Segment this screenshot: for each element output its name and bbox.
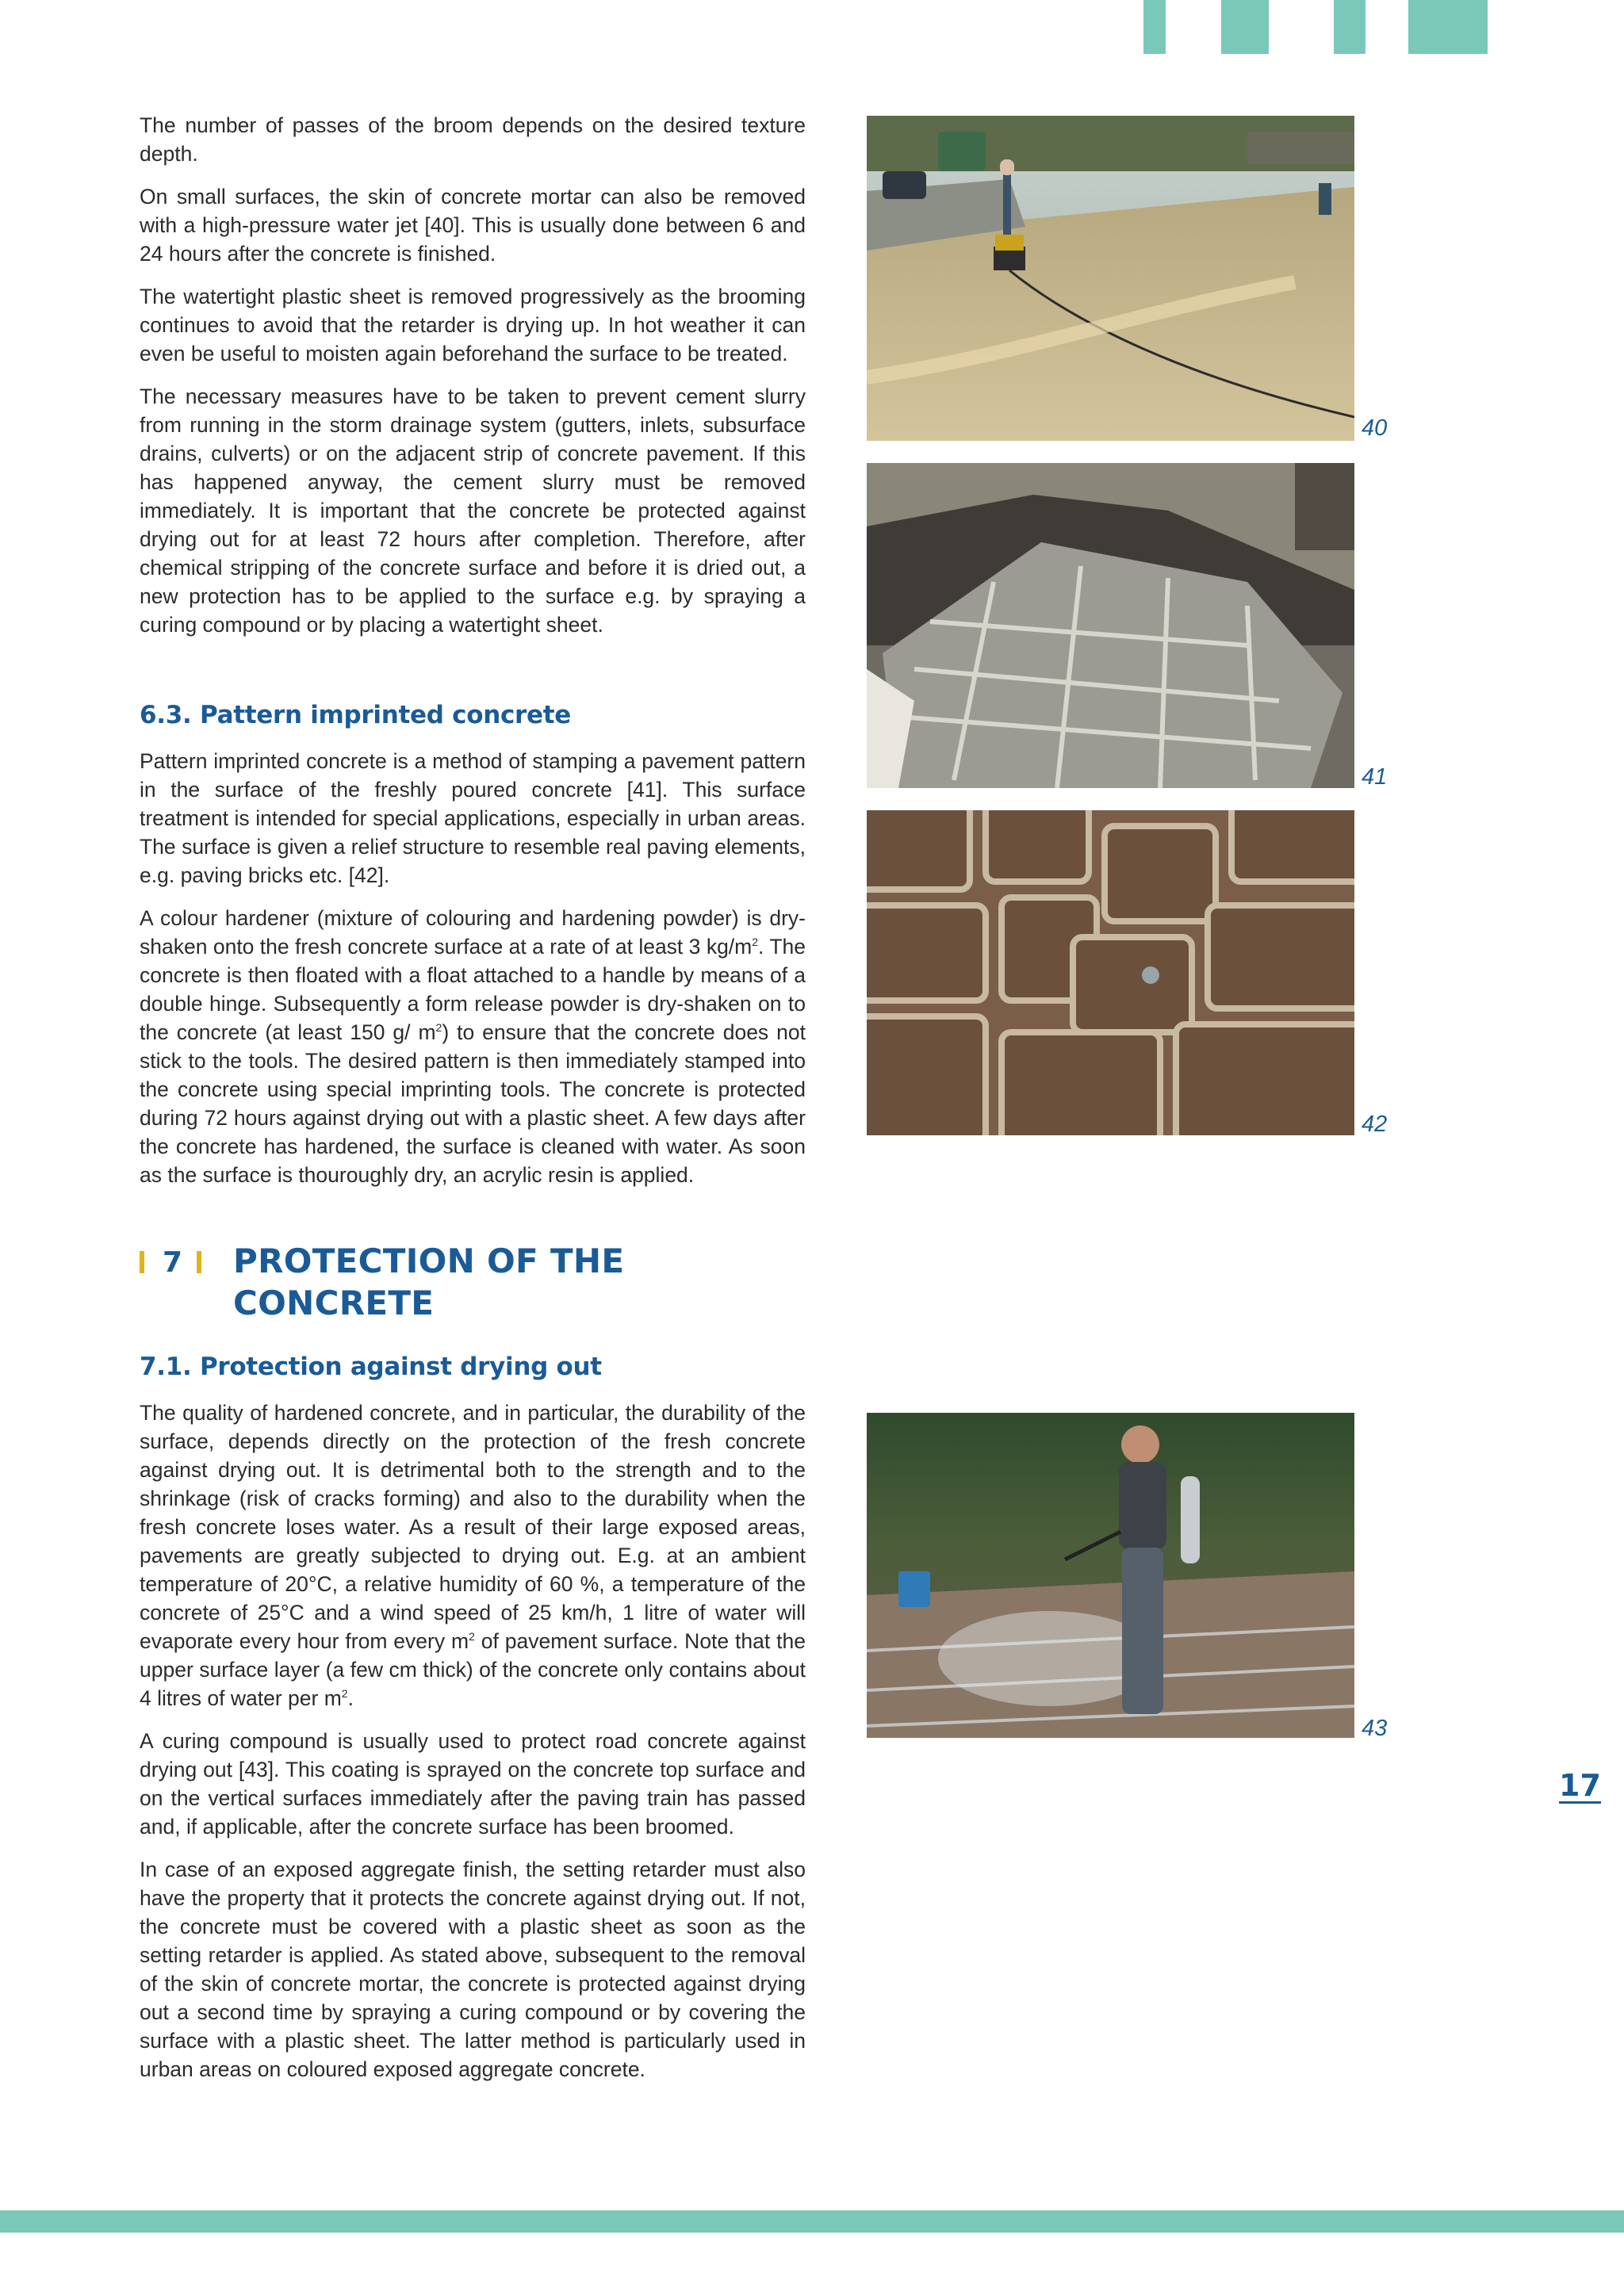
figure-caption-41: 41 [1362,764,1388,790]
photo-imprinted-pattern-image [867,810,1354,1135]
photo-water-jet-road-image [867,116,1354,441]
paragraph-pattern-imprinted: Pattern imprinted concrete is a method of stamping a pavement pattern in the surface of the freshly poured concrete [41]. This surface treatment is intended for special applications, especially in urban areas. The surface is given a relief structure to resemble real paving elements, e.g. paving bricks etc. [42]. [140,749,806,887]
hardened-concrete-text-a: The quality of hardened concrete, and in particular, the durability of the surface, depends directly on the protection of the fresh concrete against drying out. It is detrimental both to the strength and to the shrinkage (risk of cracks forming) and also to the durability when the fresh concrete loses water. As a result of their large exposed areas, pavements are greatly subjected to drying out. E.g. at an ambient temperature of 20°C, a relative humidity of 60 %, a temperature of the concrete of 25°C and a wind speed of 25 km/h, 1 litre of water will evaporate every hour from every m [140,1401,806,1653]
top-tab-1 [1143,0,1166,54]
photo-imprinting-tool-image [867,463,1354,788]
paragraph-exposed-aggregate: In case of an exposed aggregate finish, the setting retarder must also have the property that it protects the concrete against drying out. If not, the concrete must be covered with a plastic sheet as soon as the setting retarder is applied. As stated above, subsequent to the removal of the skin of concrete mortar, the concrete is protected against drying out a second time by spraying a curing compound or by covering the surface with a plastic sheet. The latter method is particularly used in urban areas on coloured exposed aggregate concrete. [140,1858,806,2081]
superscript-squared: 2 [341,1687,348,1701]
colour-hardener-text-a: A colour hardener (mixture of colouring and hardening powder) is dry-shaken onto the fresh concrete surface at a rate of at least 3 kg/m [140,906,806,959]
hardened-concrete-text-b: of pavement surface. Note that the upper surface layer (a few cm thick) of the concrete only contains about 4 litres of water per m [140,1629,806,1710]
chapter-number: 7 [163,1246,183,1279]
chapter-title [233,1240,624,1324]
colour-hardener-text-b: . The concrete is then floated with a float attached to a handle by means of a double hinge. Subsequently a form release powder is dry-shaken on to the concrete (at least 150 g/ m [140,935,806,1044]
paragraph-colour-hardener [140,904,806,1189]
figure-caption-40: 40 [1362,415,1388,441]
paragraph-plastic-sheet: The watertight plastic sheet is removed progressively as the brooming continues to avoid that the retarder is drying up. In hot weather it can even be useful to moisten again beforehand the surface to be treated. [140,285,806,365]
figure-caption-42: 42 [1362,1112,1388,1137]
photo-water-jet-road [867,116,1354,441]
photo-imprinted-pattern [867,810,1354,1135]
chapter-title-line-2: CONCRETE [233,1284,435,1322]
paragraph-broom-passes: The number of passes of the broom depends on the desired texture depth. [140,113,806,166]
section-heading-7-1: 7.1. Protection against drying out [140,1353,602,1381]
colour-hardener-text-c: ) to ensure that the concrete does not stick to the tools. The desired pattern is then immediately stamped into the concrete using special imprinting tools. The concrete is protected during 72 hours against drying out with a plastic sheet. A few days after the concrete has hardened, the surface is cleaned with water. As soon as the surface is thouroughly dry, an acrylic resin is applied. [140,1020,806,1187]
photo-curing-spray-image [867,1413,1354,1738]
chapter-bar-right [197,1251,201,1273]
top-tab-4 [1408,0,1488,54]
figure-caption-43: 43 [1362,1716,1388,1741]
chapter-bar-left [140,1251,144,1273]
top-tab-3 [1334,0,1365,54]
paragraph-curing-compound: A curing compound is usually used to protect road concrete against drying out [43]. This coating is sprayed on the concrete top surface and on the vertical surfaces immediately after the paving train has passed and, if applicable, after the concrete surface has been broomed. [140,1729,806,1839]
paragraph-water-jet: On small surfaces, the skin of concrete mortar can also be removed with a high-pressure water jet [40]. This is usually done between 6 and 24 hours after the concrete is finished. [140,185,806,266]
superscript-squared: 2 [752,936,759,949]
text-block-protection [140,1399,806,2084]
footer-band [0,2210,1624,2233]
paragraph-cement-slurry: The necessary measures have to be taken to prevent cement slurry from running in the storm drainage system (gutters, inlets, subsurface drains, culverts) or on the adjacent strip of concrete pavement. If this has happened anyway, the cement slurry must be removed immediately. It is important that the concrete be protected against drying out for at least 72 hours after completion. Therefore, after chemical stripping of the concrete surface and before it is dried out, a new protection has to be applied to the surface e.g. by spraying a curing compound or by placing a watertight sheet. [140,385,806,637]
page-number: 17 [1559,1768,1601,1803]
hardened-concrete-text-c: . [347,1686,354,1710]
paragraph-hardened-concrete [140,1399,806,1712]
text-block-pattern [140,747,806,1189]
photo-curing-spray [867,1413,1354,1738]
photo-imprinting-tool [867,463,1354,788]
chapter-title-line-1: PROTECTION OF THE [233,1242,625,1280]
superscript-squared: 2 [469,1630,475,1644]
text-block-intro [140,111,806,639]
top-tab-2 [1221,0,1269,54]
superscript-squared: 2 [435,1021,442,1035]
section-heading-6-3: 6.3. Pattern imprinted concrete [140,701,572,729]
